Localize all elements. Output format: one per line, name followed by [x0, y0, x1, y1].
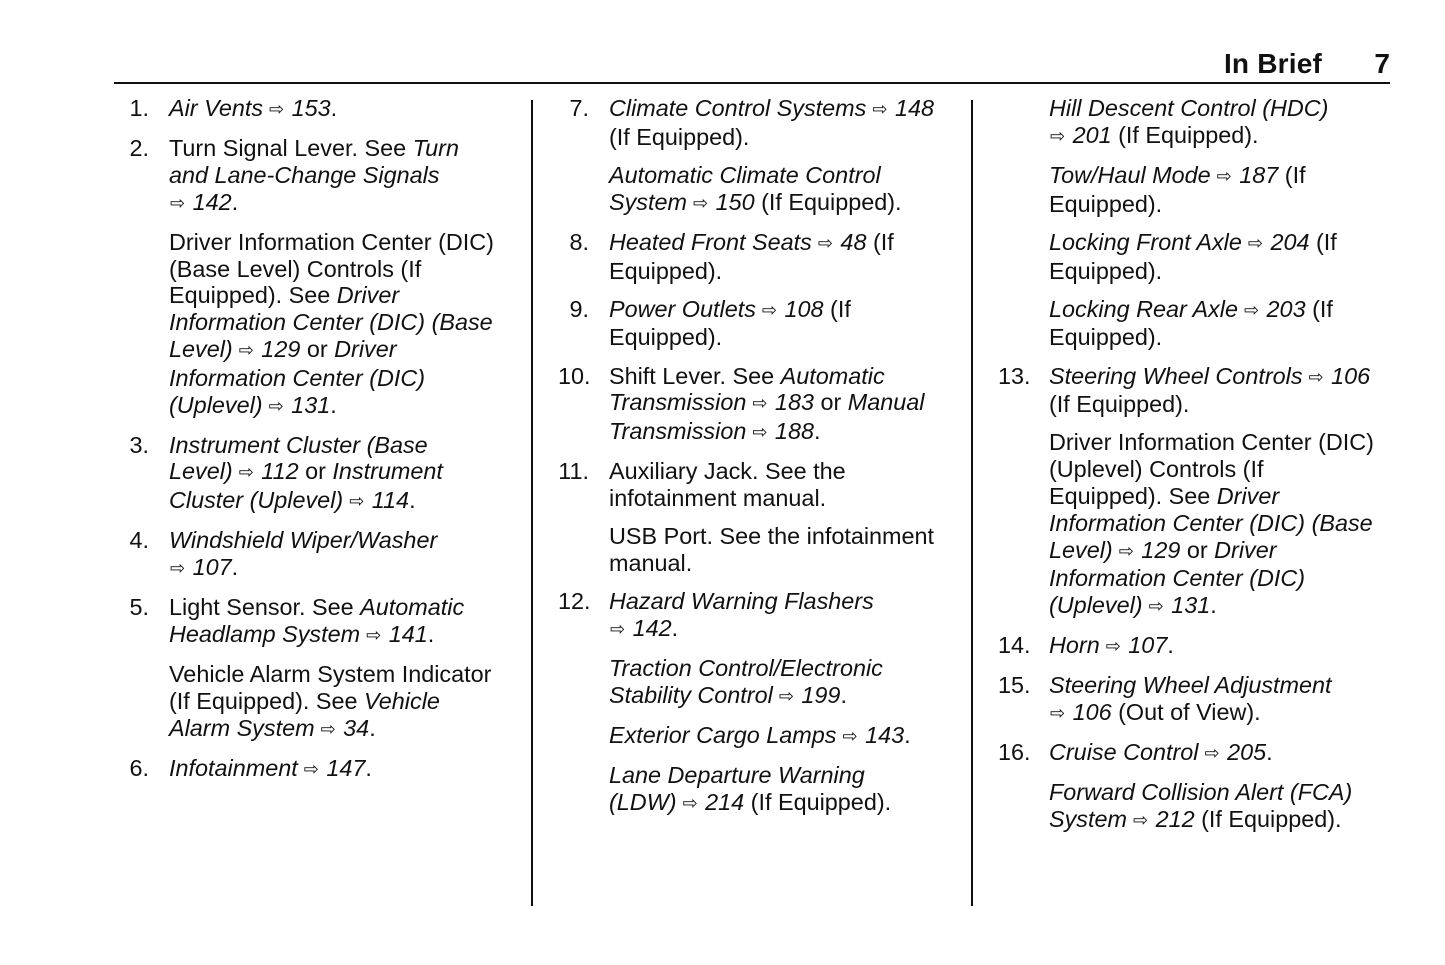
column-2	[558, 95, 958, 829]
list-item	[118, 95, 518, 124]
reference-text: 187	[1232, 161, 1279, 188]
item-number: 15.	[998, 672, 1031, 699]
item-text	[1049, 632, 1398, 661]
list-item	[558, 722, 958, 751]
arrow-reference-icon[interactable]: ⇨	[170, 558, 186, 579]
reference-text: Driver	[1214, 536, 1277, 563]
item-text	[169, 527, 518, 583]
list-item	[998, 632, 1398, 661]
item-text	[609, 588, 958, 644]
item-text	[609, 229, 958, 285]
reference-text: 129	[1134, 536, 1181, 563]
list-item	[118, 594, 518, 650]
plain-text: .	[904, 721, 911, 748]
arrow-reference-icon[interactable]: ⇨	[1242, 232, 1263, 253]
plain-text: .	[1167, 632, 1174, 659]
reference-text: 107	[1121, 632, 1168, 659]
list-item	[558, 229, 958, 285]
reference-text: 205	[1220, 739, 1267, 766]
reference-text: Locking Front Axle	[1049, 228, 1242, 255]
column-3	[998, 95, 1398, 846]
item-number: 8.	[569, 228, 589, 255]
column-divider	[971, 100, 973, 906]
plain-text: (If Equipped). See	[169, 687, 365, 714]
reference-text: Instrument	[332, 458, 443, 485]
item-number: 12.	[558, 588, 591, 615]
item-text	[169, 594, 518, 650]
arrow-reference-icon[interactable]: ⇨	[361, 625, 382, 646]
reference-text: Stability Control	[609, 681, 773, 708]
list-item	[558, 363, 958, 447]
plain-text: or	[298, 458, 333, 485]
reference-text: System	[609, 188, 687, 215]
item-text	[609, 655, 958, 711]
reference-text: Information Center (DIC)	[169, 364, 426, 391]
reference-text: 106	[1324, 362, 1371, 389]
list-item	[998, 229, 1398, 285]
reference-text: 108	[778, 295, 824, 322]
item-number: 7.	[569, 95, 589, 121]
reference-text: 188	[768, 418, 814, 445]
reference-text: Cluster (Uplevel)	[169, 487, 344, 514]
item-text	[169, 755, 518, 784]
reference-text: Level)	[169, 458, 233, 485]
list-item	[998, 429, 1398, 621]
list-item	[118, 432, 518, 516]
list-item	[118, 661, 518, 743]
item-text	[169, 432, 518, 516]
arrow-reference-icon[interactable]: ⇨	[1050, 703, 1066, 724]
plain-text: (If Equipped).	[609, 123, 750, 150]
item-text	[1049, 739, 1398, 768]
plain-text: (If	[1309, 228, 1337, 255]
arrow-reference-icon[interactable]: ⇨	[747, 422, 768, 443]
reference-text: Manual	[847, 389, 925, 416]
arrow-reference-icon[interactable]: ⇨	[263, 395, 284, 416]
reference-text: 212	[1149, 806, 1195, 833]
list-item	[558, 523, 958, 577]
reference-text: Level)	[1049, 536, 1113, 563]
plain-text: .	[369, 714, 376, 741]
page-header	[114, 44, 1390, 84]
item-number: 6.	[129, 754, 149, 781]
list-item	[558, 162, 958, 218]
reference-text: 142	[626, 614, 672, 641]
reference-text: 142	[186, 188, 232, 215]
reference-text: 106	[1066, 699, 1112, 726]
plain-text: Auxiliary Jack. See the	[609, 458, 846, 485]
reference-text: Steering Wheel Adjustment	[1049, 672, 1332, 699]
reference-text: Driver	[336, 282, 400, 309]
reference-text: 153	[285, 95, 331, 121]
plain-text: Equipped).	[1049, 190, 1163, 217]
list-item	[558, 296, 958, 352]
reference-text: 131	[284, 391, 331, 418]
item-text	[1049, 162, 1398, 218]
plain-text: infotainment manual.	[609, 485, 827, 512]
list-item	[118, 755, 518, 784]
reference-text: Turn	[412, 135, 459, 162]
item-text	[609, 722, 958, 751]
reference-text: 199	[794, 681, 841, 708]
plain-text: .	[427, 621, 435, 648]
plain-text: Equipped).	[609, 324, 723, 351]
arrow-reference-icon[interactable]: ⇨	[1211, 165, 1232, 186]
item-text	[1049, 429, 1398, 621]
reference-text: Traction Control/Electronic	[609, 654, 883, 681]
plain-text: .	[231, 188, 239, 215]
item-number: 4.	[129, 527, 149, 554]
reference-text: 114	[365, 487, 410, 514]
arrow-reference-icon[interactable]: ⇨	[747, 393, 768, 414]
plain-text: USB Port. See the infotainment	[609, 523, 935, 550]
reference-text: Automatic Climate Control	[609, 161, 881, 188]
list-item	[558, 458, 958, 512]
plain-text: (Uplevel) Controls (If	[1049, 456, 1264, 483]
item-text	[1049, 95, 1398, 151]
arrow-reference-icon[interactable]: ⇨	[1050, 125, 1066, 146]
column-1	[118, 95, 518, 795]
list-item	[998, 739, 1398, 768]
plain-text: (If Equipped).	[744, 788, 892, 815]
item-text	[1049, 296, 1398, 352]
plain-text: (If	[823, 295, 851, 322]
reference-text: Level)	[169, 335, 233, 362]
plain-text: .	[330, 391, 337, 418]
plain-text: .	[671, 614, 679, 641]
plain-text: .	[1266, 739, 1273, 766]
reference-text: Information Center (DIC)	[1049, 565, 1306, 592]
arrow-reference-icon[interactable]: ⇨	[233, 339, 254, 360]
column-divider	[531, 100, 533, 906]
reference-text: System	[1049, 806, 1127, 833]
reference-text: (Uplevel)	[1049, 592, 1143, 619]
plain-text: manual.	[609, 549, 693, 576]
reference-text: Transmission	[609, 389, 747, 416]
arrow-reference-icon[interactable]: ⇨	[773, 685, 794, 706]
reference-text: Power Outlets	[609, 295, 756, 322]
plain-text: or	[813, 389, 848, 416]
reference-text: Heated Front Seats	[609, 228, 812, 255]
reference-text: Instrument Cluster (Base	[169, 431, 428, 458]
list-item	[998, 363, 1398, 419]
list-item	[998, 95, 1398, 151]
reference-text: Horn	[1049, 632, 1100, 659]
plain-text: (If	[1305, 295, 1333, 322]
list-item	[998, 162, 1398, 218]
plain-text: (If Equipped).	[754, 188, 902, 215]
reference-text: Hazard Warning Flashers	[609, 588, 874, 615]
arrow-reference-icon[interactable]: ⇨	[1127, 810, 1149, 831]
list-item	[998, 296, 1398, 352]
arrow-reference-icon[interactable]: ⇨	[1143, 596, 1164, 617]
list-item	[118, 229, 518, 421]
plain-text: Light Sensor. See	[169, 594, 361, 621]
reference-text: (Uplevel)	[169, 391, 263, 418]
section-title: In Brief	[1223, 48, 1322, 79]
item-number: 1.	[129, 95, 149, 121]
reference-text: Locking Rear Axle	[1049, 295, 1238, 322]
reference-text: Alarm System	[169, 714, 315, 741]
reference-text: Automatic	[780, 362, 885, 389]
plain-text: (Out of View).	[1111, 699, 1261, 726]
reference-text: Information Center (DIC) (Base	[169, 309, 493, 336]
plain-text: Equipped).	[1049, 257, 1163, 284]
arrow-reference-icon[interactable]: ⇨	[1100, 636, 1121, 657]
plain-text: .	[813, 418, 821, 445]
item-text	[609, 762, 958, 818]
item-number: 13.	[998, 362, 1031, 389]
arrow-reference-icon[interactable]: ⇨	[298, 758, 319, 779]
item-number: 5.	[129, 594, 149, 621]
reference-text: 214	[698, 788, 745, 815]
reference-text: 112	[254, 458, 299, 485]
reference-text: Windshield Wiper/Washer	[169, 527, 438, 554]
plain-text: Equipped).	[1049, 324, 1163, 351]
plain-text: .	[365, 754, 372, 781]
reference-text: 131	[1164, 592, 1211, 619]
reference-text: Exterior Cargo Lamps	[609, 721, 837, 748]
reference-text: Transmission	[609, 418, 747, 445]
plain-text: .	[330, 95, 338, 121]
reference-text: 143	[858, 721, 905, 748]
reference-text: (LDW)	[609, 788, 677, 815]
item-number: 3.	[129, 431, 149, 458]
list-item	[118, 135, 518, 217]
item-number: 14.	[998, 632, 1031, 659]
reference-text: 183	[768, 389, 814, 416]
reference-text: 107	[186, 554, 232, 581]
item-text	[169, 229, 518, 421]
plain-text: Vehicle Alarm System Indicator	[169, 661, 492, 688]
arrow-reference-icon[interactable]: ⇨	[837, 725, 858, 746]
plain-text: .	[840, 681, 847, 708]
item-text	[609, 363, 958, 447]
plain-text: (Base Level) Controls (If	[169, 255, 422, 282]
item-number: 16.	[998, 739, 1031, 766]
list-item	[558, 95, 958, 151]
plain-text: (If	[1278, 161, 1306, 188]
arrow-reference-icon[interactable]: ⇨	[233, 462, 254, 483]
item-text	[1049, 229, 1398, 285]
item-text	[169, 661, 518, 743]
plain-text: (If Equipped).	[1049, 391, 1190, 418]
reference-text: 148	[888, 95, 934, 121]
arrow-reference-icon[interactable]: ⇨	[1303, 366, 1324, 387]
reference-text: 48	[833, 228, 867, 255]
reference-text: Automatic	[360, 594, 465, 621]
item-number: 11.	[558, 458, 589, 485]
reference-text: 204	[1263, 228, 1310, 255]
plain-text: Equipped). See	[169, 282, 337, 309]
item-text	[609, 458, 958, 512]
list-item	[558, 655, 958, 711]
arrow-reference-icon[interactable]: ⇨	[1113, 540, 1134, 561]
item-text	[1049, 779, 1398, 835]
arrow-reference-icon[interactable]: ⇨	[344, 491, 365, 512]
reference-text: and Lane-Change Signals	[169, 161, 440, 188]
item-number: 2.	[129, 135, 149, 162]
arrow-reference-icon[interactable]: ⇨	[1199, 743, 1220, 764]
reference-text: Cruise Control	[1049, 739, 1199, 766]
arrow-reference-icon[interactable]: ⇨	[687, 192, 709, 213]
plain-text: (If	[866, 228, 894, 255]
arrow-reference-icon[interactable]: ⇨	[867, 99, 888, 119]
arrow-reference-icon[interactable]: ⇨	[315, 718, 336, 739]
arrow-reference-icon[interactable]: ⇨	[170, 192, 186, 213]
reference-text: 147	[319, 754, 366, 781]
item-text	[1049, 363, 1398, 419]
list-item	[998, 779, 1398, 835]
reference-text: Vehicle	[364, 687, 440, 714]
item-text	[609, 296, 958, 352]
reference-text: Steering Wheel Controls	[1049, 362, 1303, 389]
plain-text: Shift Lever. See	[609, 362, 781, 389]
page-number: 7	[1374, 48, 1390, 79]
reference-text: Air Vents	[169, 95, 264, 121]
plain-text: Driver Information Center (DIC)	[169, 228, 494, 255]
reference-text: Hill Descent Control (HDC)	[1049, 95, 1329, 121]
item-text	[609, 523, 958, 577]
item-text	[609, 95, 958, 151]
reference-text: 129	[254, 335, 301, 362]
plain-text: or	[300, 335, 335, 362]
item-number: 10.	[558, 362, 591, 389]
reference-text: Tow/Haul Mode	[1049, 161, 1211, 188]
arrow-reference-icon[interactable]: ⇨	[756, 299, 777, 320]
item-text	[609, 162, 958, 218]
plain-text: Driver Information Center (DIC)	[1049, 429, 1374, 456]
reference-text: Infotainment	[169, 754, 298, 781]
reference-text: 201	[1066, 121, 1112, 148]
plain-text: .	[231, 554, 239, 581]
item-text	[169, 135, 518, 217]
arrow-reference-icon[interactable]: ⇨	[610, 618, 626, 639]
reference-text: Forward Collision Alert (FCA)	[1049, 779, 1353, 806]
arrow-reference-icon[interactable]: ⇨	[1238, 299, 1260, 320]
item-number: 9.	[569, 295, 589, 322]
reference-text: 34	[336, 714, 370, 741]
plain-text: Equipped).	[609, 257, 723, 284]
plain-text: Equipped). See	[1049, 483, 1217, 510]
plain-text: (If Equipped).	[1111, 121, 1259, 148]
item-text	[169, 95, 518, 124]
reference-text: Climate Control Systems	[609, 95, 867, 121]
arrow-reference-icon[interactable]: ⇨	[264, 99, 285, 119]
arrow-reference-icon[interactable]: ⇨	[812, 232, 833, 253]
plain-text: (If Equipped).	[1194, 806, 1342, 833]
reference-text: 150	[709, 188, 755, 215]
list-item	[558, 762, 958, 818]
list-item	[998, 672, 1398, 728]
reference-text: Driver	[334, 335, 397, 362]
reference-text: Driver	[1216, 483, 1280, 510]
reference-text: Headlamp System	[169, 621, 361, 648]
plain-text: Turn Signal Lever. See	[169, 135, 413, 162]
plain-text: or	[1180, 536, 1215, 563]
reference-text: Lane Departure Warning	[609, 761, 865, 788]
plain-text: .	[1210, 592, 1217, 619]
arrow-reference-icon[interactable]: ⇨	[677, 792, 698, 813]
reference-text: 141	[382, 621, 428, 648]
reference-text: Information Center (DIC) (Base	[1049, 509, 1373, 536]
item-text	[1049, 672, 1398, 728]
plain-text: .	[409, 487, 416, 514]
list-item	[558, 588, 958, 644]
reference-text: 203	[1260, 295, 1306, 322]
list-item	[118, 527, 518, 583]
